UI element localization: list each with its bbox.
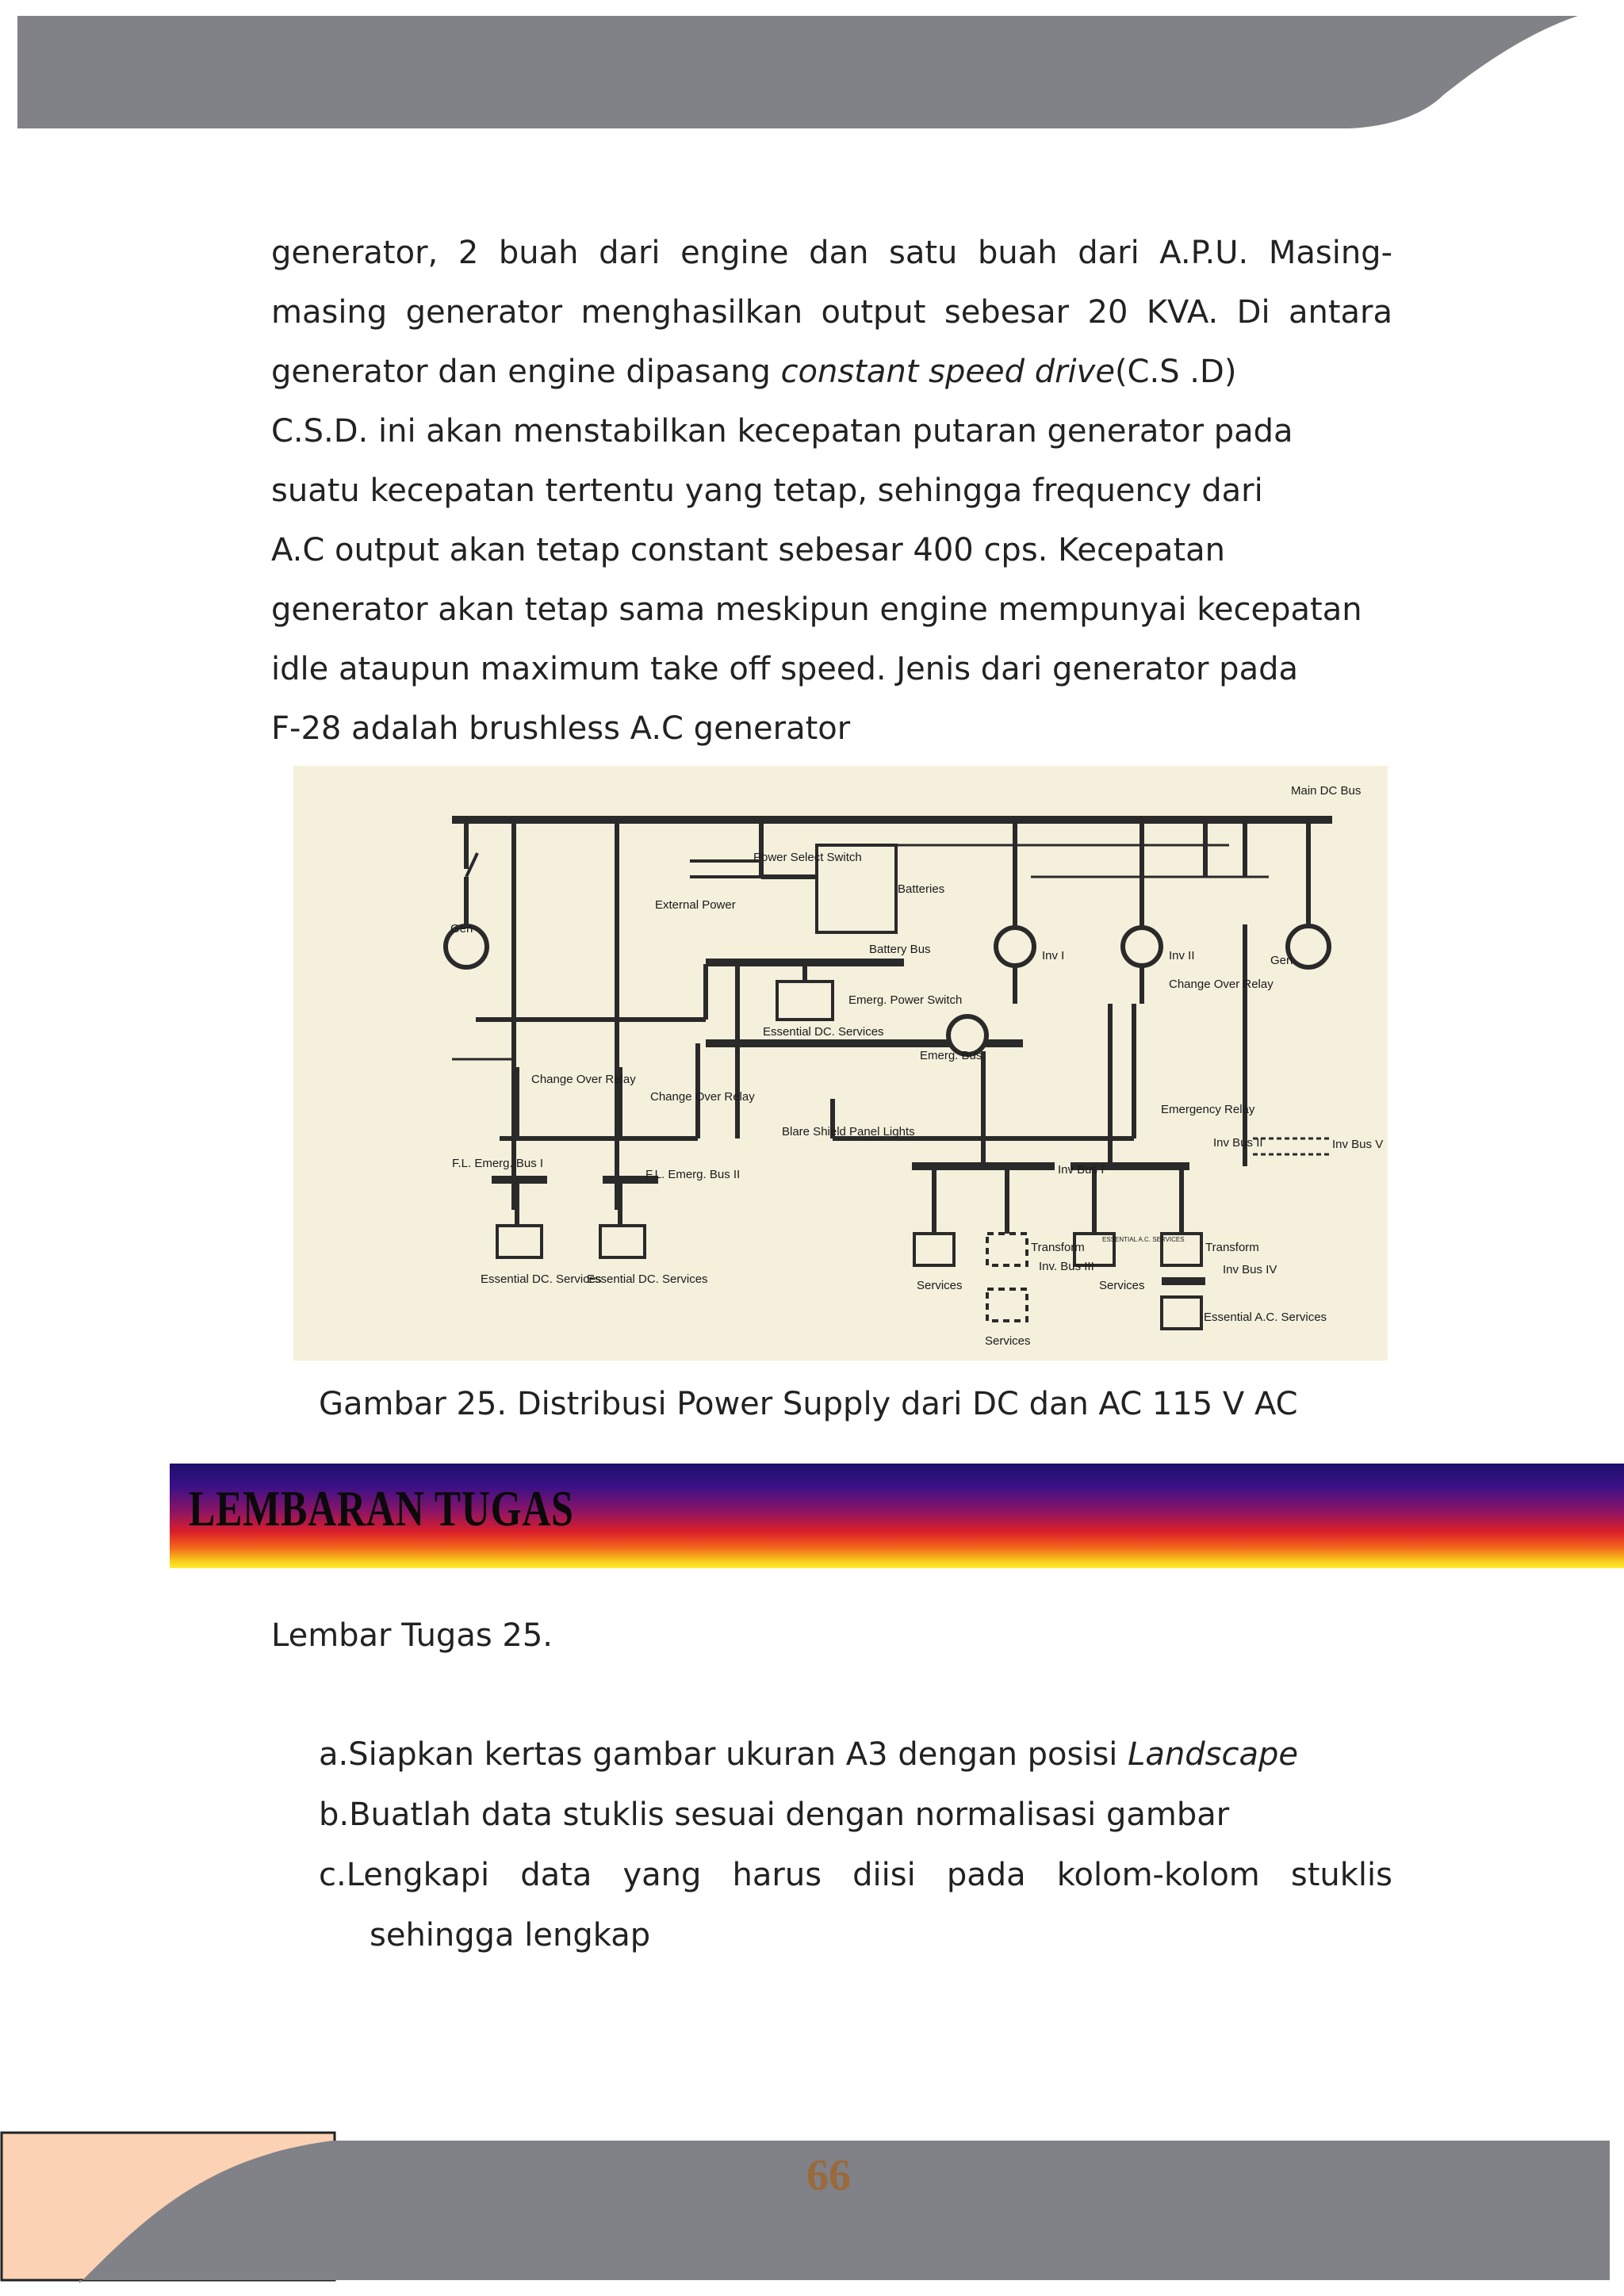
page-number: 66 [806,2151,851,2200]
body-paragraph [271,224,1392,759]
label-inv-1: Inv I [1042,949,1065,962]
body-line-5: suatu kecepatan tertentu yang tetap, sehingga frequency dari [271,473,1263,509]
label-inv-bus-4: Inv Bus IV [1223,1263,1277,1276]
body-line-4: C.S.D. ini akan menstabilkan kecepatan putaran generator pada [271,413,1293,450]
label-essential-ac-small: ESSENTIAL A.C. SERVICES [1102,1236,1185,1243]
label-batteries: Batteries [898,882,945,896]
banner-title: LEMBARAN TUGAS [189,1480,574,1536]
body-line-2: masing generator menghasilkan output sebesar 20 KVA. Di antara [271,294,1392,331]
label-main-dc-bus: Main DC Bus [1291,784,1362,798]
power-distribution-diagram [293,766,1388,1360]
label-gen-left: Gen [450,922,473,936]
label-inv-2: Inv II [1169,949,1195,962]
label-emergency-relay: Emergency Relay [1161,1103,1255,1116]
figure-caption: Gambar 25. Distribusi Power Supply dari DC dan AC 115 V AC [319,1386,1298,1422]
gen-right-symbol [1288,926,1329,967]
label-essential-dc-center: Essential DC. Services [763,1025,884,1039]
label-change-over-relay-left1: Change Over Relay [531,1073,636,1086]
label-gen-right: Gen [1270,954,1293,967]
label-blare-shield: Blare Shield Panel Lights [782,1125,915,1138]
label-inv-bus-1: Inv Bus I [1058,1163,1105,1177]
body-line-3: generator dan engine dipasang constant speed drive(C.S .D) [271,354,1237,390]
task-b: b.Buatlah data stuklis sesuai dengan normalisasi gambar [319,1797,1230,1833]
body-line-1: generator, 2 buah dari engine dan satu buah dari A.P.U. Masing- [271,235,1392,271]
task-c-line2: sehingga lengkap [370,1917,651,1954]
inv-2-symbol [1123,928,1161,966]
label-power-select-switch: Power Select Switch [753,851,862,864]
label-inv-bus-2: Inv Bus II [1213,1136,1263,1150]
label-external-power: External Power [655,898,736,912]
label-battery-bus: Battery Bus [869,943,931,956]
label-essential-ac-services: Essential A.C. Services [1204,1311,1327,1324]
task-a: a.Siapkan kertas gambar ukuran A3 dengan posisi Landscape [319,1736,1299,1773]
body-line-6: A.C output akan tetap constant sebesar 400 cps. Kecepatan [271,532,1225,568]
label-change-over-relay-left2: Change Over Relay [650,1090,755,1104]
task-c-line1: c.Lengkapi data yang harus diisi pada kolom-kolom stuklis [319,1857,1392,1893]
label-inv-bus-5: Inv Bus V [1332,1138,1384,1151]
inv-1-symbol [996,928,1034,966]
body-line-8: idle ataupun maximum take off speed. Jenis dari generator pada [271,651,1298,687]
label-inv-bus-3: Inv. Bus III [1039,1260,1094,1273]
section-banner [170,1464,1624,1568]
label-transform-right: Transform [1205,1241,1259,1254]
label-essential-dc-1: Essential DC. Services [481,1272,602,1286]
label-services-2: Services [985,1334,1031,1348]
body-line-7: generator akan tetap sama meskipun engine mempunyai kecepatan [271,591,1362,628]
label-services-3: Services [1099,1279,1145,1292]
label-services-1: Services [917,1279,963,1292]
label-transform-left: Transform [1031,1241,1085,1254]
label-emerg-power-switch: Emerg. Power Switch [848,993,963,1007]
tasks-title: Lembar Tugas 25. [271,1617,553,1654]
header-band [0,0,1624,143]
body-line-9: F-28 adalah brushless A.C generator [271,710,851,747]
label-essential-dc-2: Essential DC. Services [587,1272,708,1286]
label-change-over-relay-right: Change Over Relay [1169,978,1274,991]
label-fl-emerg-bus-1: F.L. Emerg. Bus I [452,1157,544,1170]
label-emerg-bus: Emerg. Bus [920,1049,982,1062]
label-fl-emerg-bus-2: F.L. Emerg. Bus II [645,1168,741,1181]
